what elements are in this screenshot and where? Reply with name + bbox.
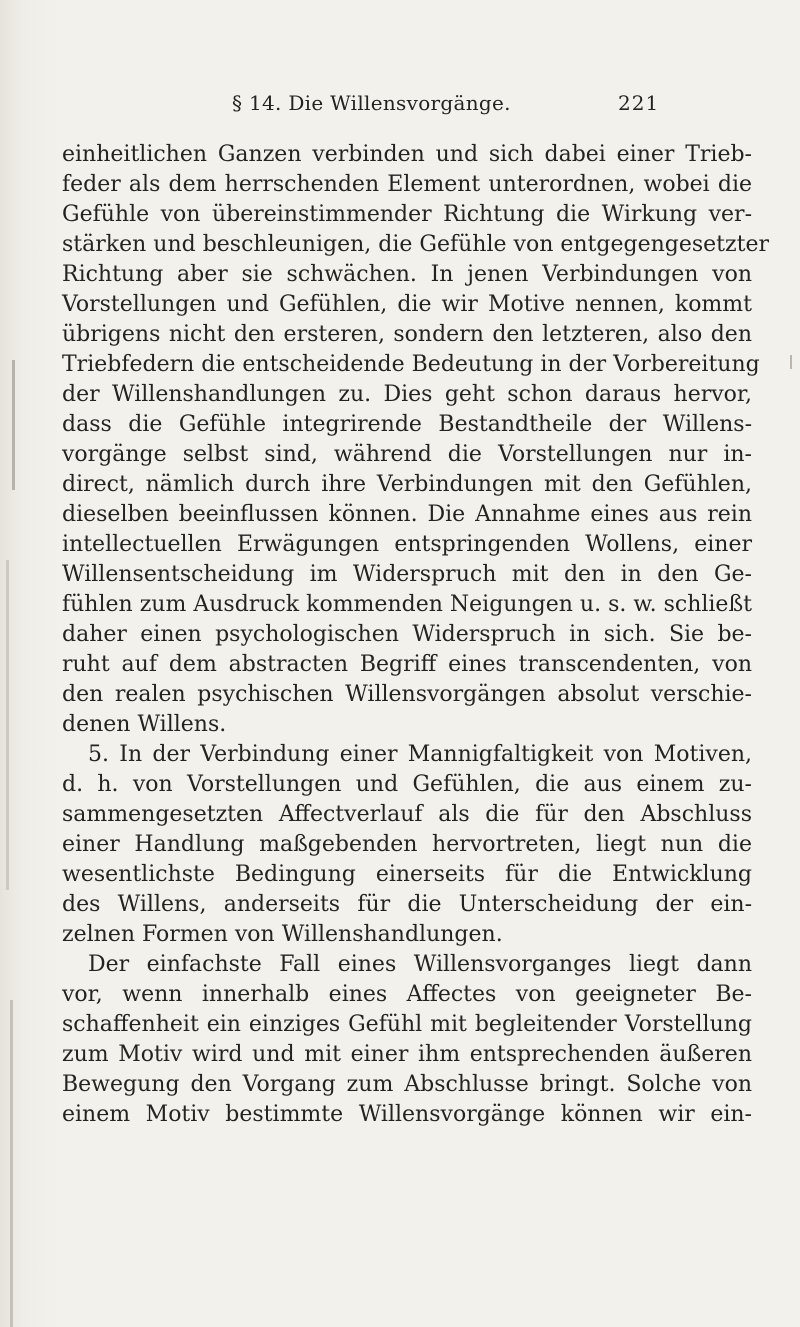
text-line: Vorstellungen und Gefühlen, die wir Motive nennen, kommt: [62, 292, 752, 317]
page-edge-mark: [10, 1000, 13, 1327]
body-text: [62, 140, 769, 1130]
text-line: vorgänge selbst sind, während die Vorstellungen nur in-: [62, 442, 752, 467]
page-edge-mark: [790, 355, 792, 369]
text-line: Bewegung den Vorgang zum Abschlusse bringt. Solche von: [62, 1072, 752, 1097]
text-line: Richtung aber sie schwächen. In jenen Verbindungen von: [62, 262, 752, 287]
text-line: ruht auf dem abstracten Begriff eines transcendenten, von: [62, 652, 752, 677]
page-number: 221: [618, 91, 660, 115]
text-line: dieselben beeinflussen können. Die Annahme eines aus rein: [62, 502, 752, 527]
running-header: [0, 88, 800, 118]
text-line: daher einen psychologischen Widerspruch in sich. Sie be-: [62, 622, 752, 647]
text-line: direct, nämlich durch ihre Verbindungen mit den Gefühlen,: [62, 472, 752, 497]
text-line: schaffenheit ein einziges Gefühl mit begleitender Vorstellung: [62, 1012, 752, 1037]
text-line: d. h. von Vorstellungen und Gefühlen, die aus einem zu-: [62, 772, 752, 797]
text-line: einheitlichen Ganzen verbinden und sich dabei einer Trieb-: [62, 142, 752, 167]
text-line: Triebfedern die entscheidende Bedeutung in der Vorbereitung: [62, 352, 760, 377]
page-edge-mark: [12, 360, 15, 490]
text-line: des Willens, anderseits für die Unterscheidung der ein-: [62, 892, 752, 917]
text-line: einem Motiv bestimmte Willensvorgänge können wir ein-: [62, 1102, 752, 1127]
text-line: zelnen Formen von Willenshandlungen.: [62, 922, 503, 947]
text-line: feder als dem herrschenden Element unterordnen, wobei die: [62, 172, 752, 197]
page-edge-mark: [6, 560, 9, 890]
text-line: stärken und beschleunigen, die Gefühle von entgegengesetzter: [62, 232, 769, 257]
text-line: intellectuellen Erwägungen entspringenden Wollens, einer: [62, 532, 752, 557]
text-line: übrigens nicht den ersteren, sondern den letzteren, also den: [62, 322, 752, 347]
text-line: der Willenshandlungen zu. Dies geht schon daraus hervor,: [62, 382, 752, 407]
text-line: denen Willens.: [62, 712, 227, 737]
section-title: § 14. Die Willensvorgänge.: [232, 91, 511, 115]
text-line: einer Handlung maßgebenden hervortreten, liegt nun die: [62, 832, 752, 857]
text-line: Willensentscheidung im Widerspruch mit den in den Ge-: [62, 562, 752, 587]
text-line: fühlen zum Ausdruck kommenden Neigungen u. s. w. schließt: [62, 592, 752, 617]
text-line: zum Motiv wird und mit einer ihm entsprechenden äußeren: [62, 1042, 752, 1067]
text-line: Gefühle von übereinstimmender Richtung die Wirkung ver-: [62, 202, 752, 227]
text-line: Der einfachste Fall eines Willensvorganges liegt dann: [88, 952, 752, 977]
text-line: 5. In der Verbindung einer Mannigfaltigkeit von Motiven,: [88, 742, 752, 767]
text-line: vor, wenn innerhalb eines Affectes von geeigneter Be-: [62, 982, 752, 1007]
text-line: sammengesetzten Affectverlauf als die für den Abschluss: [62, 802, 752, 827]
text-line: dass die Gefühle integrirende Bestandtheile der Willens-: [62, 412, 752, 437]
text-line: wesentlichste Bedingung einerseits für die Entwicklung: [62, 862, 752, 887]
text-line: den realen psychischen Willensvorgängen absolut verschie-: [62, 682, 752, 707]
